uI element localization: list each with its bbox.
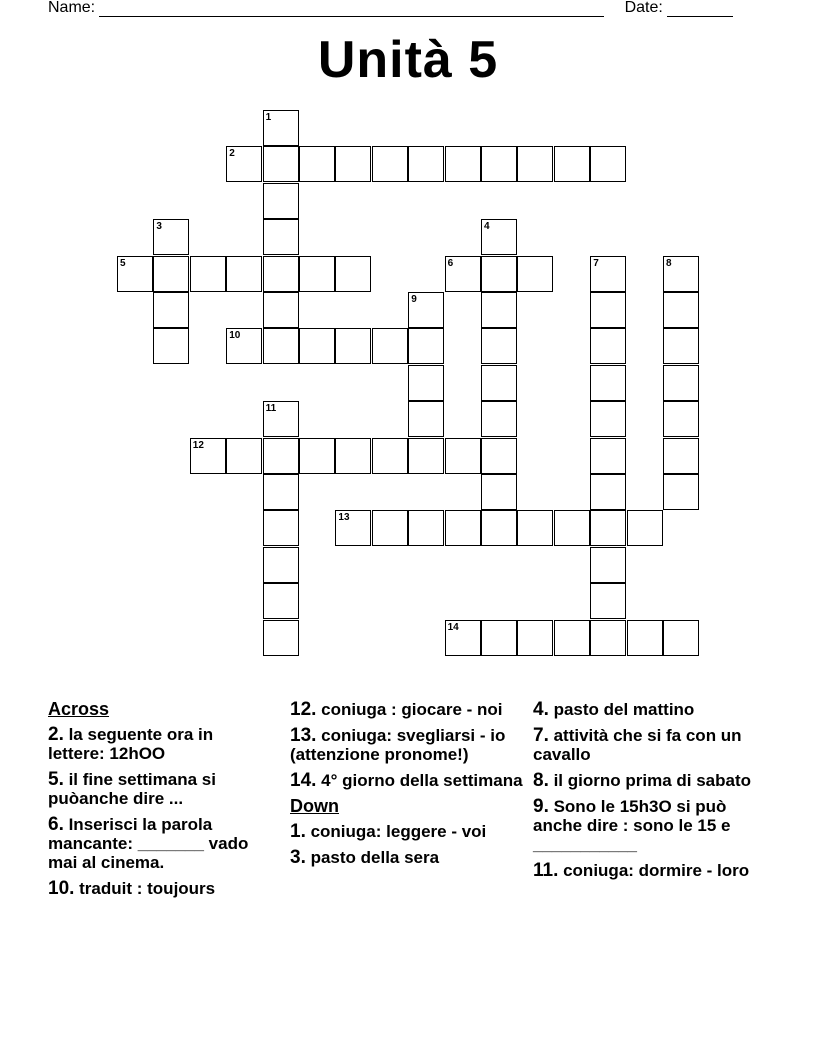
date-label: Date: — [624, 0, 663, 16]
crossword-cell[interactable] — [408, 438, 444, 474]
crossword-cell[interactable] — [663, 401, 699, 437]
crossword-cell[interactable] — [481, 620, 517, 656]
crossword-cell[interactable] — [153, 292, 189, 328]
clue-number: 3. — [290, 847, 306, 868]
crossword-cell[interactable] — [590, 146, 626, 182]
crossword-cell[interactable] — [481, 401, 517, 437]
clue-number-label: 7 — [593, 257, 599, 269]
crossword-cell[interactable] — [663, 292, 699, 328]
crossword-cell[interactable] — [263, 547, 299, 583]
crossword-cell[interactable] — [263, 146, 299, 182]
crossword-cell[interactable] — [226, 438, 262, 474]
down-heading: Down — [290, 796, 339, 816]
crossword-cell[interactable] — [517, 510, 553, 546]
clue-number: 13. — [290, 725, 317, 746]
clue-item — [290, 822, 525, 841]
crossword-cell[interactable] — [263, 510, 299, 546]
clue-number: 14. — [290, 770, 317, 791]
clue-number-label: 13 — [338, 512, 350, 524]
crossword-cell[interactable] — [263, 183, 299, 219]
clue-number-label: 4 — [484, 221, 490, 233]
across-clue-list-continued — [290, 700, 525, 790]
clue-number: 4. — [533, 699, 549, 720]
crossword-cell[interactable] — [590, 620, 626, 656]
crossword-cell[interactable] — [263, 474, 299, 510]
clue-item — [48, 879, 273, 898]
crossword-cell[interactable] — [554, 146, 590, 182]
crossword-cell[interactable] — [663, 328, 699, 364]
crossword-cell[interactable] — [663, 438, 699, 474]
crossword-cell[interactable] — [481, 474, 517, 510]
crossword-cell[interactable] — [445, 438, 481, 474]
clue-item — [533, 797, 768, 854]
clue-item — [533, 861, 768, 880]
crossword-cell[interactable] — [590, 438, 626, 474]
crossword-cell[interactable] — [408, 510, 444, 546]
crossword-cell[interactable] — [263, 328, 299, 364]
clue-item — [48, 770, 273, 808]
crossword-cell[interactable] — [226, 256, 262, 292]
down-clue-list — [290, 822, 525, 867]
clue-number: 10. — [48, 878, 75, 899]
crossword-cell[interactable] — [481, 438, 517, 474]
clue-text: Inserisci la parola mancante: _______ vado mai al cinema. — [48, 815, 249, 872]
crossword-cell[interactable] — [627, 620, 663, 656]
crossword-cell[interactable] — [445, 146, 481, 182]
crossword-cell[interactable] — [408, 328, 444, 364]
crossword-cell[interactable] — [445, 510, 481, 546]
clue-number-label: 3 — [156, 221, 162, 233]
crossword-cell[interactable] — [263, 256, 299, 292]
clue-number-label: 5 — [120, 257, 126, 269]
crossword-cell[interactable] — [554, 510, 590, 546]
clue-item — [533, 700, 768, 719]
clue-text: 4° giorno della settimana — [316, 771, 523, 790]
page-title: Unità 5 — [317, 31, 499, 89]
clue-number: 1. — [290, 821, 306, 842]
clue-number-label: 10 — [229, 330, 241, 342]
crossword-cell[interactable] — [153, 256, 189, 292]
crossword-cell[interactable] — [372, 510, 408, 546]
crossword-cell[interactable] — [590, 547, 626, 583]
clues-column-2 — [290, 700, 525, 874]
crossword-cell[interactable] — [372, 328, 408, 364]
clue-text: il giorno prima di sabato — [548, 771, 751, 790]
clue-number: 9. — [533, 796, 549, 817]
crossword-cell[interactable] — [408, 365, 444, 401]
clue-text: pasto del mattino — [548, 700, 695, 719]
crossword-cell[interactable] — [590, 292, 626, 328]
clue-text: coniuga : giocare - noi — [316, 700, 503, 719]
crossword-cell[interactable] — [299, 256, 335, 292]
clue-text: coniuga: dormire - loro — [558, 861, 750, 880]
crossword-cell[interactable] — [372, 146, 408, 182]
crossword-cell[interactable] — [517, 146, 553, 182]
crossword-cell[interactable] — [663, 474, 699, 510]
clue-number: 6. — [48, 814, 64, 835]
clue-item — [290, 848, 525, 867]
crossword-cell[interactable] — [335, 328, 371, 364]
clue-text: traduit : toujours — [74, 879, 216, 898]
crossword-cell[interactable] — [263, 620, 299, 656]
crossword-cell[interactable] — [372, 438, 408, 474]
clue-number: 5. — [48, 769, 64, 790]
clue-item — [48, 725, 273, 763]
crossword-cell[interactable] — [263, 438, 299, 474]
clue-item — [533, 726, 768, 764]
clue-number-label: 12 — [192, 439, 204, 451]
crossword-cell[interactable] — [554, 620, 590, 656]
clue-item — [48, 815, 273, 872]
clue-text: pasto della sera — [305, 848, 440, 867]
clue-number-label: 9 — [411, 294, 417, 305]
crossword-cell[interactable] — [335, 146, 371, 182]
crossword-cell[interactable] — [335, 438, 371, 474]
crossword-cell[interactable] — [263, 583, 299, 619]
crossword-cell[interactable] — [481, 365, 517, 401]
clue-number: 12. — [290, 699, 317, 720]
clue-text: il fine settimana si puòanche dire ... — [48, 770, 216, 808]
clue-item — [533, 771, 768, 790]
crossword-cell[interactable] — [481, 510, 517, 546]
crossword-cell[interactable] — [299, 438, 335, 474]
clues-column-3 — [533, 700, 768, 887]
name-label: Name: — [48, 0, 96, 16]
crossword-cell[interactable] — [663, 365, 699, 401]
clue-text: coniuga: svegliarsi - io (attenzione pronome!) — [290, 726, 506, 764]
clue-number-label: 6 — [447, 257, 454, 269]
crossword-cell[interactable] — [481, 328, 517, 364]
crossword-cell[interactable] — [408, 401, 444, 437]
crossword-cell[interactable] — [590, 583, 626, 619]
clue-item — [290, 726, 525, 764]
clue-number: 7. — [533, 725, 549, 746]
crossword-cell[interactable] — [263, 292, 299, 328]
crossword-cell[interactable] — [481, 146, 517, 182]
crossword-cell[interactable] — [335, 256, 371, 292]
crossword-cell[interactable] — [590, 328, 626, 364]
clues-column-1 — [48, 700, 273, 905]
crossword-cell[interactable] — [590, 401, 626, 437]
crossword-cell[interactable] — [481, 292, 517, 328]
clue-number-label: 14 — [447, 621, 459, 633]
across-heading: Across — [48, 699, 110, 719]
clue-number: 11. — [533, 860, 559, 881]
clue-text: Sono le 15h3O si può anche dire : sono le 15 e ___________ — [533, 797, 731, 854]
clue-text: attività che si fa con un cavallo — [533, 726, 742, 764]
crossword-cell[interactable] — [408, 146, 444, 182]
clue-text: coniuga: leggere - voi — [305, 822, 487, 841]
crossword-cell[interactable] — [663, 620, 699, 656]
crossword-cell[interactable] — [517, 256, 553, 292]
clue-number-label: 11 — [265, 403, 277, 415]
clue-number-label: 8 — [666, 257, 672, 269]
crossword-cell[interactable] — [590, 474, 626, 510]
crossword-cell[interactable] — [299, 328, 335, 364]
crossword-cell[interactable] — [481, 256, 517, 292]
crossword-cell[interactable] — [627, 510, 663, 546]
crossword-cell[interactable] — [590, 510, 626, 546]
crossword-cell[interactable] — [190, 256, 226, 292]
crossword-cell[interactable] — [590, 365, 626, 401]
clue-number-label: 2 — [229, 148, 235, 160]
crossword-cell[interactable] — [517, 620, 553, 656]
crossword-cell[interactable] — [263, 219, 299, 255]
clue-number-label: 1 — [265, 112, 272, 123]
clue-number: 8. — [533, 770, 549, 791]
clue-text: la seguente ora in lettere: 12hOO — [48, 725, 214, 763]
clue-number: 2. — [48, 724, 64, 745]
clue-item — [290, 771, 525, 790]
across-clue-list — [48, 725, 273, 898]
crossword-cell[interactable] — [153, 328, 189, 364]
clue-item — [290, 700, 525, 719]
down-clue-list-continued — [533, 700, 768, 880]
crossword-cell[interactable] — [299, 146, 335, 182]
